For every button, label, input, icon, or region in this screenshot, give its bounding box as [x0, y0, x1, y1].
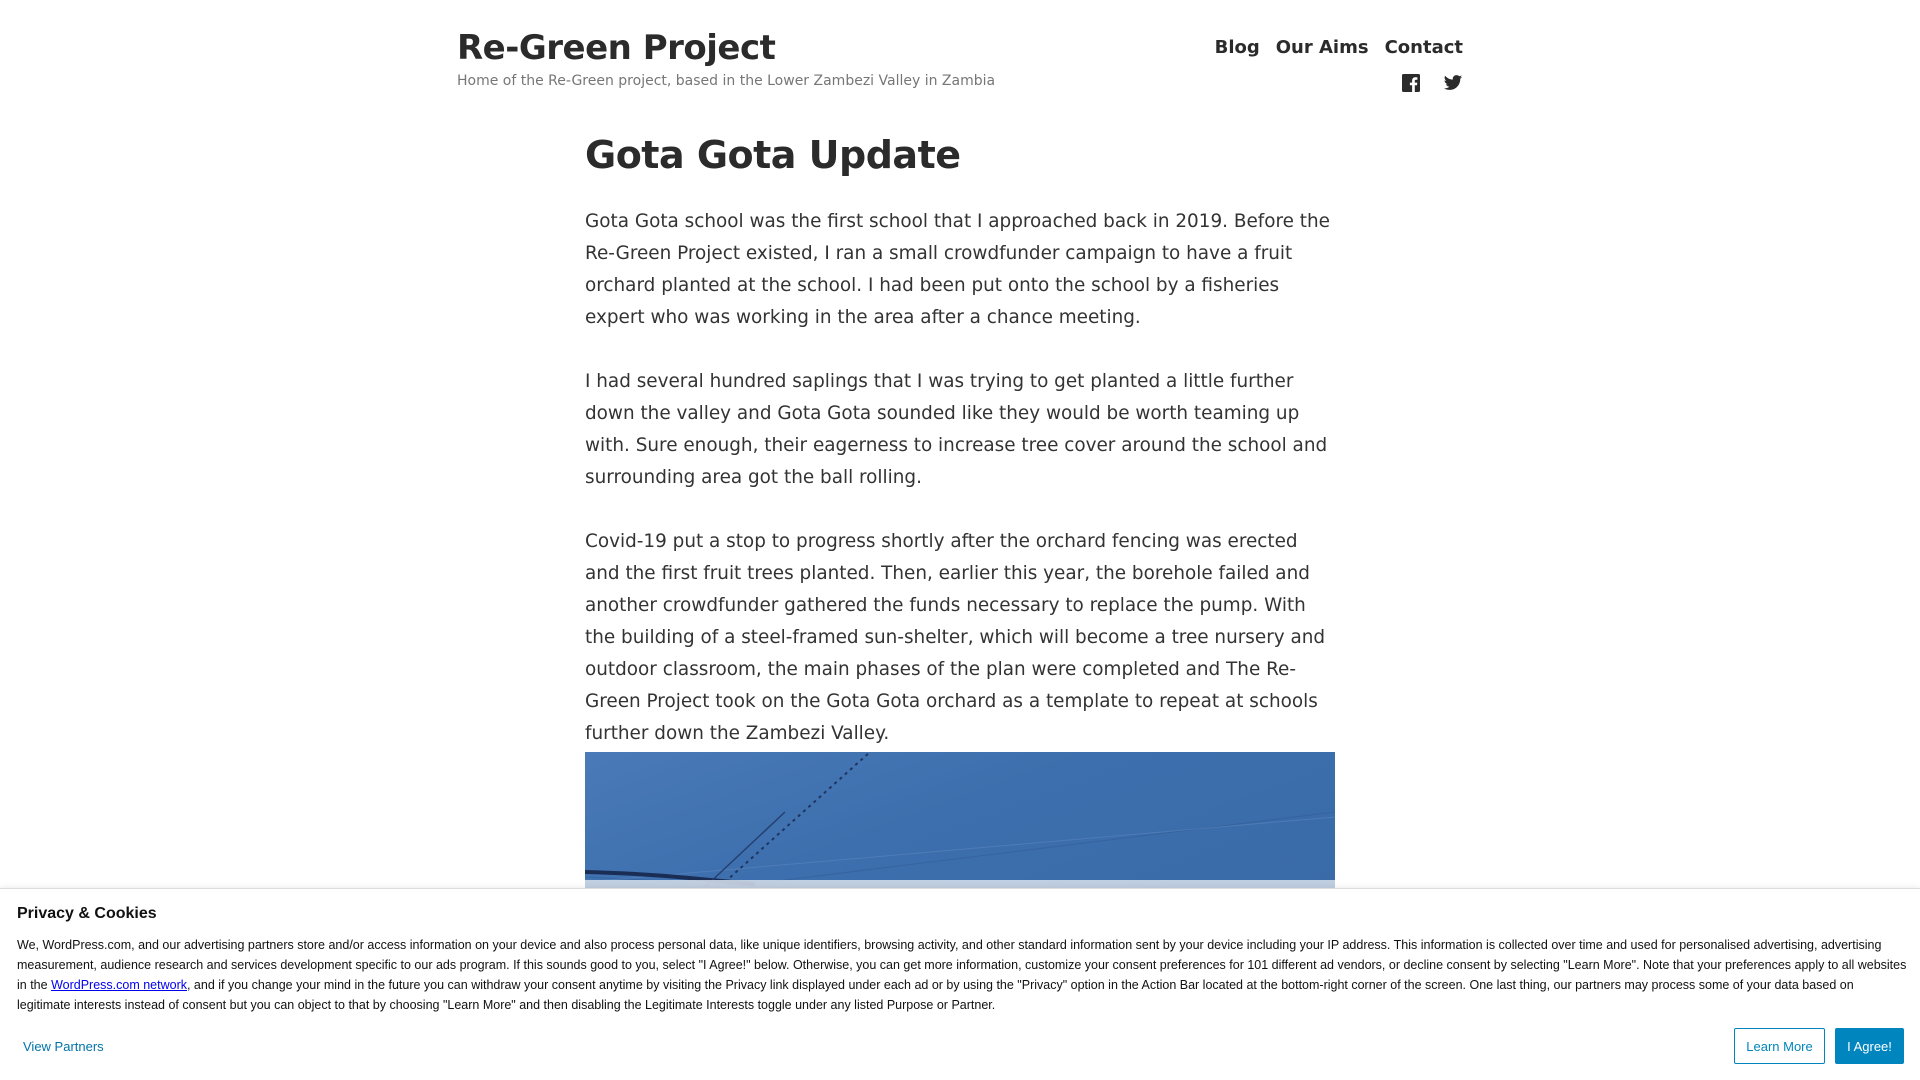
- post-image: [585, 752, 1335, 892]
- post-paragraph: Gota Gota school was the first school that I approached back in 2019. Before the Re-Green Project existed, I ran a small crowdfunder campaign to have a fruit orchard planted at the school. I had been put onto the school by a fisheries expert who was working in the area after a chance meeting.: [585, 211, 1330, 328]
- nav-item-blog[interactable]: Blog: [1214, 37, 1260, 58]
- cookie-banner-title: Privacy & Cookies: [17, 905, 157, 922]
- main-navigation: [1215, 37, 1463, 58]
- post-content: [585, 206, 1335, 750]
- nav-item-contact[interactable]: Contact: [1384, 37, 1463, 58]
- agree-button[interactable]: I Agree!: [1835, 1028, 1904, 1064]
- post-paragraph: I had several hundred saplings that I was trying to get planted a little further down the valley and Gota Gota sounded like they would be worth teaming up with. Sure enough, their eagerness to increase tree cover around the school and surrounding area got the ball rolling.: [585, 371, 1328, 488]
- cookie-text-part: We, WordPress.com, and our advertising partners store and/or access information on your device and also process personal data, like unique identifiers, browsing activity, and other standard information sent by your device including your IP address. This information is collected over time and used for personalised advertising, advertising measurement, audience research and services development specific to our ads program. If this sounds good to you, select "I Agree!" below. Otherwise, you can get more information, customize your consent preferences for 101 different ad vendors, or decline consent by selecting "Learn More". Note that your preferences apply to all websites in the: [17, 938, 1907, 992]
- post-paragraph: Covid-19 put a stop to progress shortly after the orchard fencing was erected and the first fruit trees planted. Then, earlier this year, the borehole failed and another crowdfunder gathered the funds necessary to replace the pump. With the building of a steel-framed sun-shelter, which will become a tree nursery and outdoor classroom, the main phases of the plan were completed and The Re-Green Project took on the Gota Gota orchard as a template to repeat at schools further down the Zambezi Valley.: [585, 531, 1326, 744]
- site-tagline: Home of the Re-Green project, based in the Lower Zambezi Valley in Zambia: [457, 73, 996, 89]
- cookie-text-part: , and if you change your mind in the future you can withdraw your consent anytime by visiting the Privacy link displayed under each ad or by using the "Privacy" option in the Action Bar located at the bottom-right corner of the screen. One last thing, our partners may process some of your data based on legitimate interests instead of consent but you can object to that by choosing "Learn More" and then disabling the Legitimate Interests toggle under any listed Purpose or Partner.: [17, 978, 1854, 1012]
- social-navigation: [1401, 73, 1463, 93]
- cookie-banner: [0, 888, 1920, 1080]
- site-title[interactable]: Re-Green Project: [457, 28, 776, 68]
- facebook-icon[interactable]: [1401, 73, 1421, 93]
- cookie-banner-text: [17, 935, 1907, 1015]
- site-header: [457, 28, 1463, 98]
- post-title: Gota Gota Update: [585, 133, 961, 177]
- wordpress-network-link[interactable]: WordPress.com network: [51, 978, 187, 992]
- post-article: [585, 128, 1335, 782]
- nav-item-our-aims[interactable]: Our Aims: [1275, 37, 1369, 58]
- view-partners-link[interactable]: View Partners: [23, 1039, 104, 1054]
- learn-more-button[interactable]: Learn More: [1734, 1028, 1825, 1064]
- twitter-icon[interactable]: [1443, 73, 1463, 93]
